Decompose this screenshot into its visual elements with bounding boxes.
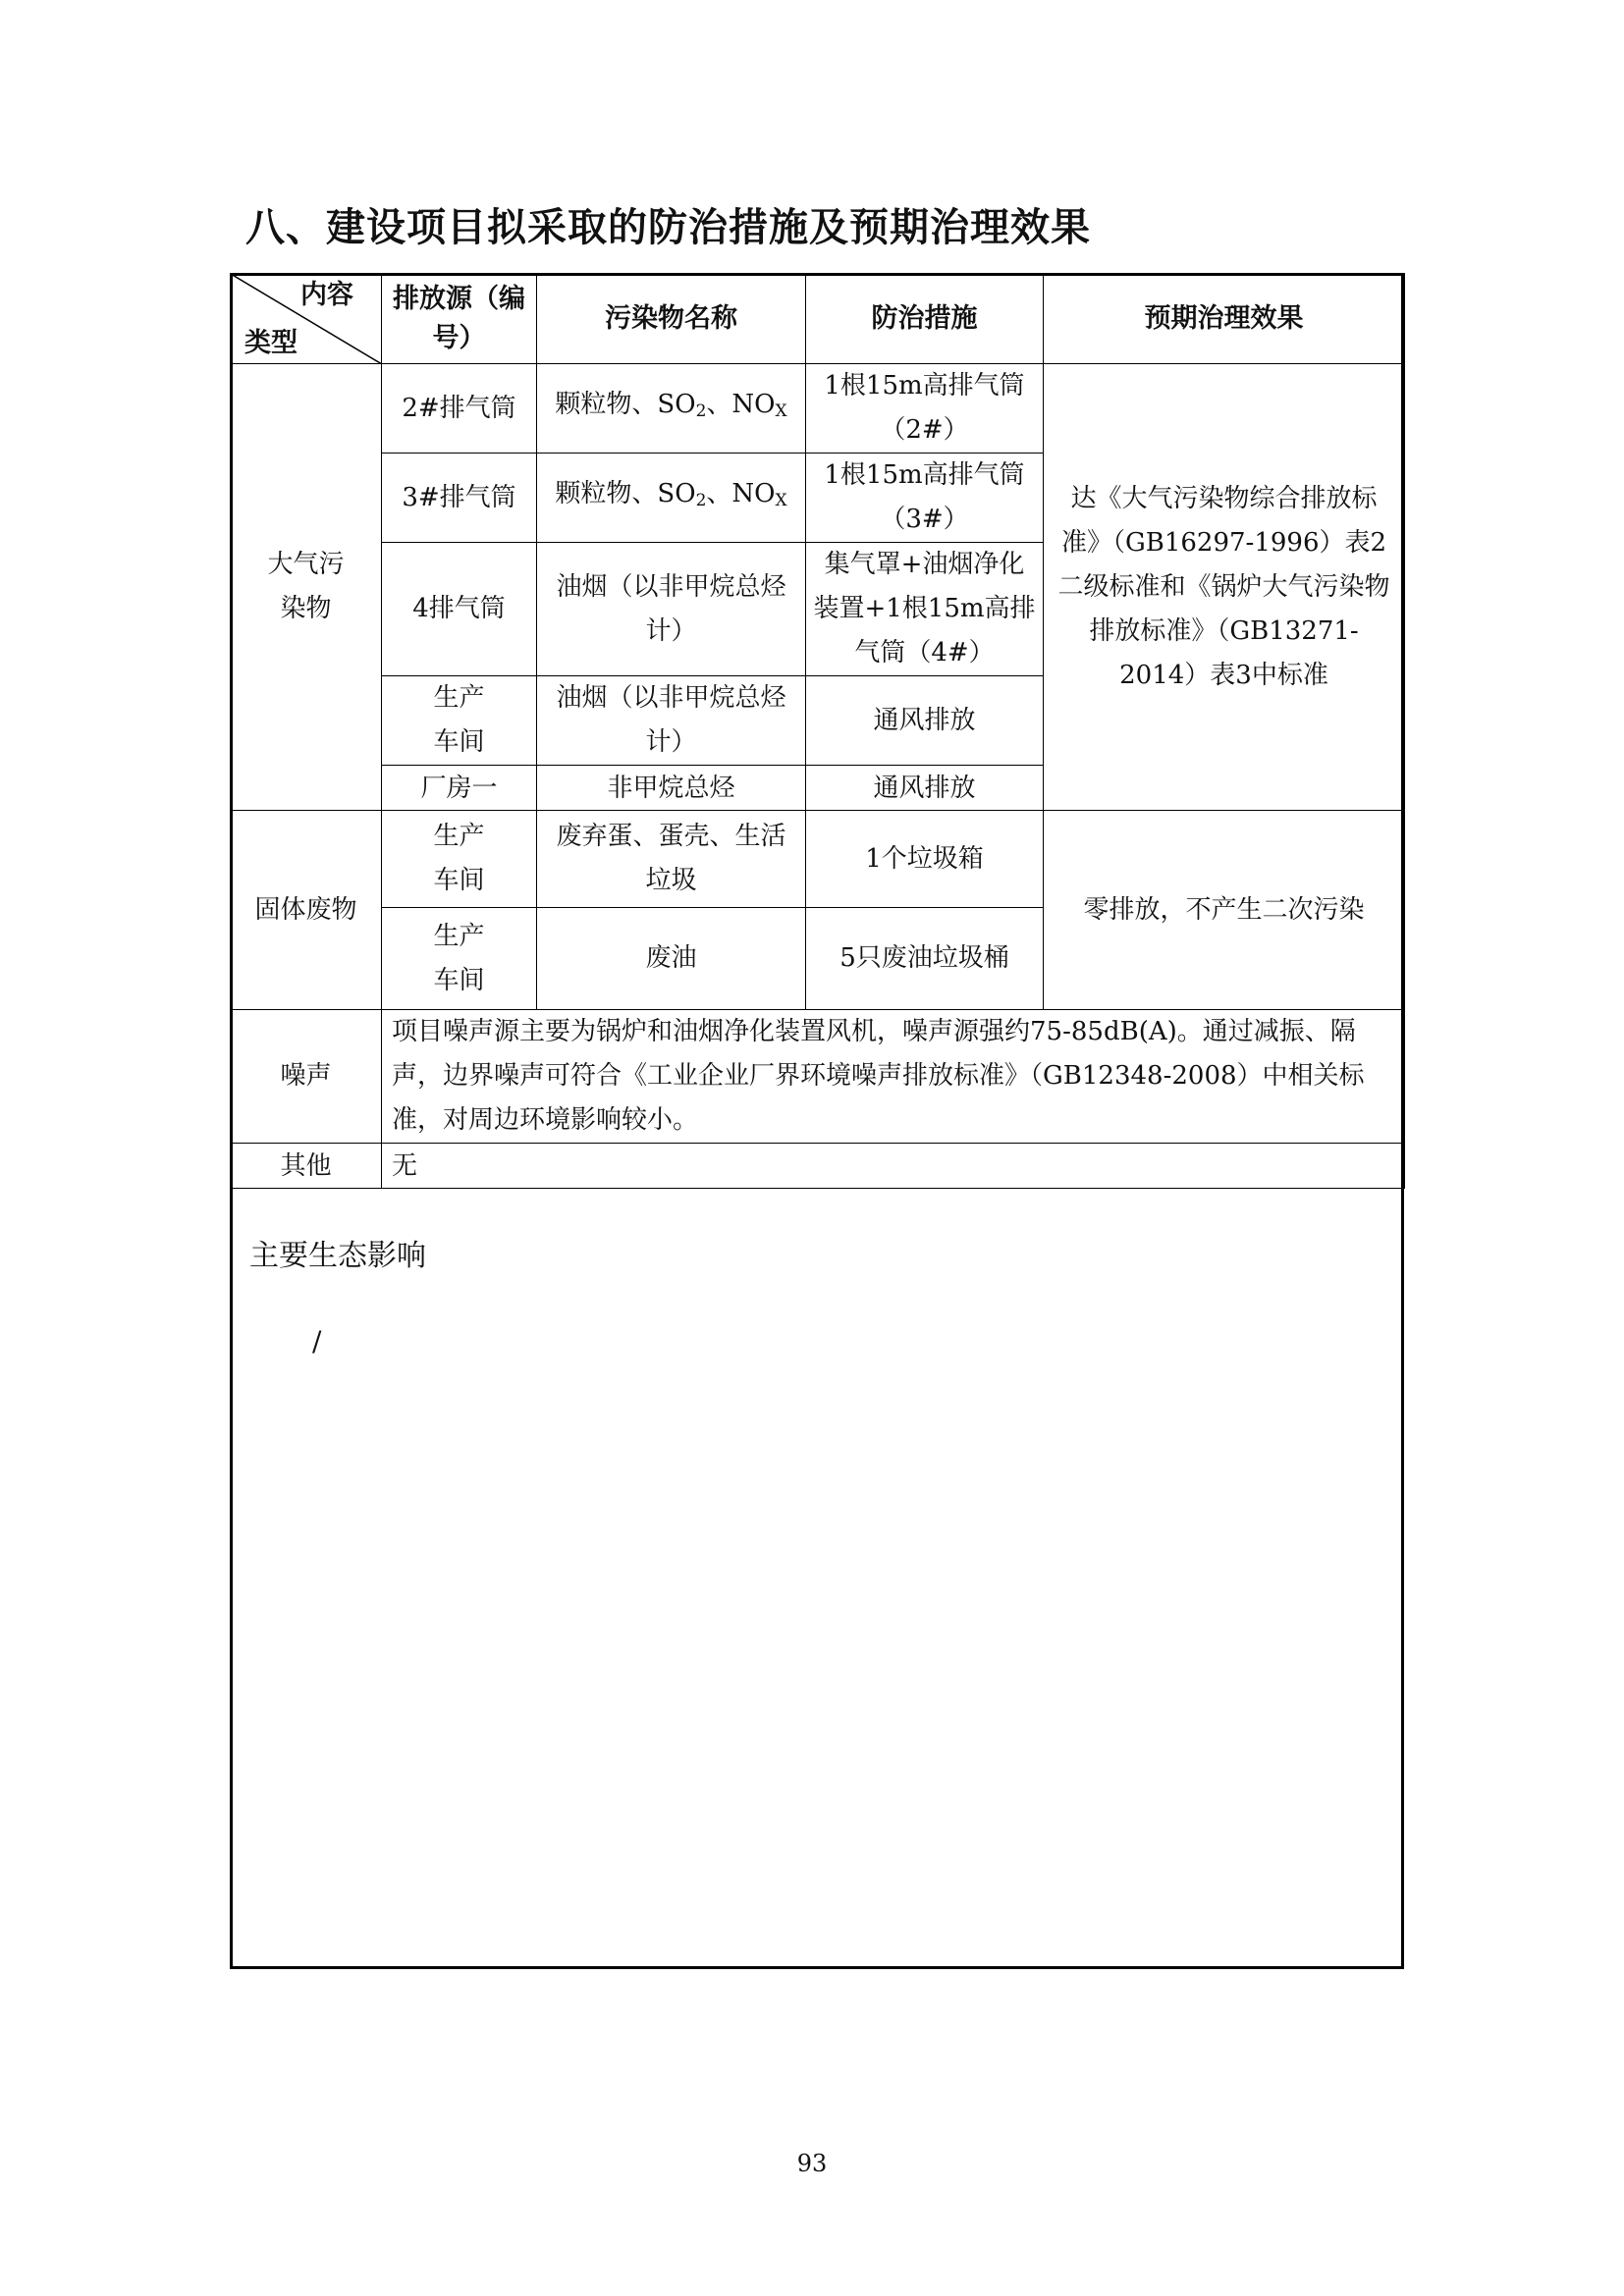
air-pollutant-2: 颗粒物、$SO_2$、$NO_X$ — [537, 454, 806, 543]
solid-source-1: 生产车间 — [382, 811, 537, 908]
header-source: 排放源（编号） — [382, 274, 537, 364]
noise-text: 项目噪声源主要为锅炉和油烟净化装置风机，噪声源强约75-85dB(A)。通过减振、隔声，边界噪声可符合《工业企业厂界环境噪声排放标准》（GB12348-2008）中相关标准，对周边环境影响较小。 — [382, 1010, 1405, 1144]
solid-row-1 — [231, 811, 1405, 908]
header-content-label: 内容 — [300, 280, 353, 310]
header-type-label: 类型 — [244, 328, 298, 358]
header-effect: 预期治理效果 — [1044, 274, 1405, 364]
solid-category: 固体废物 — [231, 811, 382, 1010]
header-diagonal-cell — [231, 274, 382, 364]
header-pollutant: 污染物名称 — [537, 274, 806, 364]
section-heading: 八、建设项目拟采取的防治措施及预期治理效果 — [245, 205, 1091, 250]
other-text: 无 — [382, 1144, 1405, 1189]
air-source-5: 厂房一 — [382, 766, 537, 811]
air-category: 大气污染物 — [231, 364, 382, 811]
solid-pollutant-1: 废弃蛋、蛋壳、生活垃圾 — [537, 811, 806, 908]
air-pollutant-1: 颗粒物、$SO_2$、$NO_X$ — [537, 364, 806, 454]
solid-source-2: 生产车间 — [382, 908, 537, 1010]
air-row-1 — [231, 364, 1405, 454]
air-measure-1: 1根15m高排气筒（2#） — [806, 364, 1044, 454]
air-pollutant-5: 非甲烷总烃 — [537, 766, 806, 811]
air-measure-2: 1根15m高排气筒（3#） — [806, 454, 1044, 543]
ecology-title: 主要生态影响 — [249, 1239, 426, 1273]
solid-measure-2: 5只废油垃圾桶 — [806, 908, 1044, 1010]
air-pollutant-4: 油烟（以非甲烷总烃计） — [537, 676, 806, 766]
solid-measure-1: 1个垃圾箱 — [806, 811, 1044, 908]
air-source-2: 3#排气筒 — [382, 454, 537, 543]
air-source-4: 生产车间 — [382, 676, 537, 766]
air-pollutant-3: 油烟（以非甲烷总烃计） — [537, 543, 806, 676]
other-row — [231, 1144, 1405, 1189]
air-measure-5: 通风排放 — [806, 766, 1044, 811]
header-measure: 防治措施 — [806, 274, 1044, 364]
header-row — [231, 274, 1405, 364]
air-source-3: 4排气筒 — [382, 543, 537, 676]
air-effect: 达《大气污染物综合排放标准》（GB16297-1996）表2二级标准和《锅炉大气污染物排放标准》（GB13271-2014）表3中标准 — [1044, 364, 1405, 811]
noise-row — [231, 1010, 1405, 1144]
solid-pollutant-2: 废油 — [537, 908, 806, 1010]
page-number: 93 — [796, 2150, 828, 2177]
solid-effect: 零排放，不产生二次污染 — [1044, 811, 1405, 1010]
air-measure-3: 集气罩+油烟净化装置+1根15m高排气筒（4#） — [806, 543, 1044, 676]
other-category: 其他 — [231, 1144, 382, 1189]
ecology-value: / — [312, 1325, 322, 1358]
noise-category: 噪声 — [231, 1010, 382, 1144]
air-source-1: 2#排气筒 — [382, 364, 537, 454]
measures-table — [230, 273, 1405, 1189]
air-measure-4: 通风排放 — [806, 676, 1044, 766]
